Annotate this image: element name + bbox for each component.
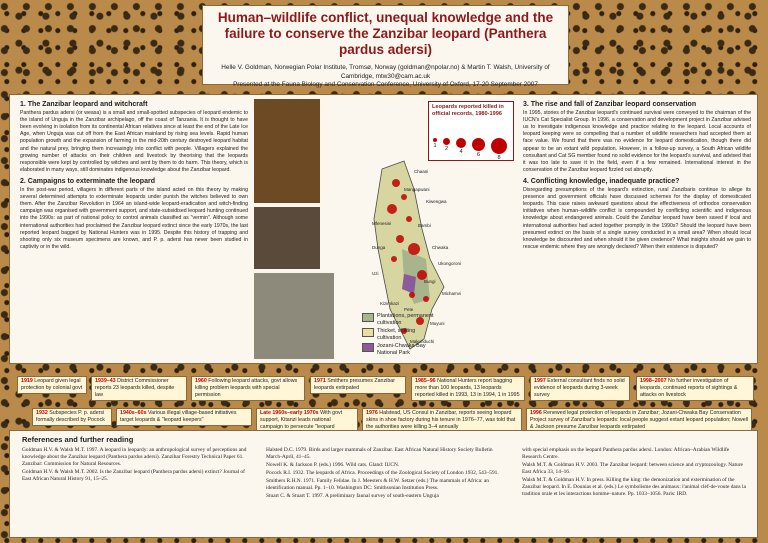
size-label: 8: [497, 155, 501, 161]
title-box: [202, 5, 569, 88]
map-place-label: Mangapwani: [404, 187, 430, 192]
timeline-text: Following leopard attacks, govt allows killing problem leopards with special permission: [195, 378, 298, 398]
map-area: [254, 99, 516, 361]
map-legend-item: [362, 328, 434, 341]
size-circle: [491, 138, 507, 154]
timeline-text: District Commissioner reports 23 leopards killed, despite law: [95, 378, 175, 398]
timeline-text: Subspecies P. p. adersi formally described by Pocock: [36, 410, 105, 423]
references-col-1: [22, 447, 247, 484]
legend-label: Plantations, permanent cultivation: [377, 313, 434, 326]
kill-circle: [408, 243, 420, 255]
legend-label: Thicket, shifting cultivation: [377, 328, 416, 341]
timeline-text: Smithers presumes Zanzibar leopards extirpated: [314, 378, 395, 391]
legend-label: Jozani-Chwaka Bay National Park: [377, 343, 426, 356]
presented-at: Presented at the Fauna Biology and Conservation Conference, University of Oxford, 17-20 September 2007: [233, 81, 538, 88]
kill-circle: [396, 235, 404, 243]
reference-item: Walsh M.T. & Goldman H.V. In press. Killing the king: the demonization and extermination of the Zanzibar leopard. In E. Dounias et al. (eds.) Le symbolisme des animaux: l'animal clef-de-voute dans la tradition orale et les interactions homme–nature. Pp. 1033–1056. Paris: IRD.: [522, 477, 746, 497]
right-column: [523, 101, 751, 255]
section-4-text: Disregarding presumptions of the leopard's extinction, rural Zanzibaris continue to allege its presence and government officials have discussed schemes for the display of domesticated leopards. This case raises awkward questions about the effectiveness of orthodox conservation initiatives when human–wildlife conflict is compounded by conflicting scientific and indigenous knowledge about endangered animals. Could the Zanzibar leopard have been saved if local and international authorities had acted together promptly in the 1990s? Should the leopard have been presumed extinct on the basis of a single survey conducted in a small area? When should local knowledge be discounted and when should it be given credence? What insights should we gain to rescue endemic where they are wrongly declared? When their existence is disputed?: [523, 187, 751, 250]
kill-circle: [387, 204, 397, 214]
timeline-year: 1932: [36, 410, 50, 416]
size-scale-item: [433, 138, 437, 162]
main-panel: [9, 94, 758, 364]
timeline-text: National Hunters report bagging more than 100 leopards, 13 leopards reported killed in 1993, 13 in 1994, 1 in 1995: [415, 378, 520, 398]
section-4-heading: 4. Conflicting knowledge, inadequate practice?: [523, 177, 680, 185]
references-col-2: [266, 447, 506, 501]
kill-circle: [401, 194, 407, 200]
timeline-year: 1971: [314, 378, 328, 384]
timeline-event: [91, 376, 187, 401]
timeline-year: Late 1960s–early 1970s: [260, 410, 321, 416]
reference-item: Goldman H.V. & Walsh M.T. 1997. A leopard in leopardy: an anthropological survey of perceptions and knowledge about the Zanzibar leopard (Panthera pardus adersi). Zanzibar Forestry Technical Paper 61. Zanzibar: Commission for Natural Resources.: [22, 447, 247, 467]
section-2-heading: 2. Campaigns to exterminate the leopard: [20, 177, 155, 185]
timeline-text: Renewed legal protection of leopards in Zanzibar; Jozani-Chwaka Bay Conservation Project survey of Zanzibar's leopards: local people suggest extant leopard population; Nowell & Jackson presume Zanzibar leopards extirpated: [530, 410, 749, 430]
timeline-year: 1939–43: [95, 378, 118, 384]
timeline-text: No further investigation of leopards, continued reports of sightings & attacks on livestock: [640, 378, 738, 398]
map-place-label: Michamvi: [442, 291, 462, 296]
size-scale: [433, 138, 507, 162]
map-place-label: Muyuni: [430, 321, 445, 326]
section-2-text: In the post-war period, villagers in different parts of the island acted on this theory by making several determined attempts to exterminate leopards under punish the witches believed to own them. After the Zanzibar Revolution in 1964 an island-wide leopard-eradication and witch-finding campaign was organised with government support, and state-subsidised leopard hunting continued into the 1990s: as part of national policy to control animals classified as "vermin". Although some international authorities had proclaimed the Zanzibar leopard extinct since the early 1970s, the last reported leopard bagged by National Hunters was in 1995. Despite this history of trapping and shooting only six museum specimens are known, and P. p. adersi has never been studied in captivity or in the wild.: [20, 187, 248, 250]
map-legend-item: [362, 343, 434, 356]
section-3-heading: 3. The rise and fall of Zanzibar leopard conservation: [523, 101, 697, 108]
kill-legend: [428, 101, 514, 161]
timeline-event: [191, 376, 305, 401]
timeline-text: External consultant finds no solid evidence of leopards during 3-week survey: [534, 378, 625, 398]
timeline-event: [411, 376, 525, 401]
kill-circle: [409, 292, 415, 298]
timeline-year: 1940s–60s: [120, 410, 148, 416]
map-place-label: Bungi: [424, 279, 436, 284]
reference-item: Halsted D.C. 1979. Birds and larger mammals of Zanzibar. East African Natural History Society Bulletin March-April, 41–45.: [266, 447, 493, 460]
map-place-label: Kizimkazi: [380, 301, 400, 306]
section-1-text: Panthera pardus adersi (or weasa) is a small and small-spotted subspecies of leopard endemic to the island of Unguja in the Zanzibar archipelago, off the coast of Tanzania. It is thought to have been evolving in isolation from its continental African relatives since at least the end of the Late Ice Age, when Unguja was cut off from the East African mainland by rising sea levels. Rapid human population growth and the expansion of farming in the mid-20th century destroyed leopard habitat and the natural prey, bringing them increasingly into conflict with people. Villagers explained the growing number of attacks on their children and livestock by theorising that the leopards responsible were kept by controlled by witches and sent by them to do harm. This theory, which is elaborated in many ways, still dominates indigenous knowledge about the Zanzibar leopard.: [20, 110, 248, 173]
section-1-heading: 1. The Zanzibar leopard and witchcraft: [20, 101, 148, 108]
size-scale-item: [491, 138, 507, 162]
map-place-label: Kiwengwa: [426, 199, 447, 204]
timeline-year: 1976: [366, 410, 380, 416]
size-circle: [433, 138, 437, 142]
timeline-text: Various illegal village-based initiatives target leopards & "leopard keepers": [120, 410, 237, 423]
legend-swatch: [362, 328, 374, 337]
reference-item: Nowell K. & Jackson P. (eds.) 1996. Wild cats. Gland: IUCN.: [266, 462, 400, 468]
timeline-year: 1996: [530, 410, 544, 416]
timeline-event: [310, 376, 406, 394]
timeline-year: 1997: [534, 378, 548, 384]
poster-title: Human–wildlife conflict, unequal knowledge and the failure to conserve the Zanzibar leopard (Panthera pardus adersi): [217, 10, 554, 57]
section-3-text: In 1995, stories of the Zanzibar leopard's continued survival were conveyed to the chairman of the IUCN's Cat Specialist Group. In 1996, a conservation and development project in Zanzibar advised us to investigate indigenous knowledge and practice relating to the leopard. Local accounts of leopard keeping were so compelling that a number of wildlife researchers had accepted them at face value. We found that there was no evidence for leopard domestication, though there did appear to be an extant wild population. However, in a follow-up survey, a South African wildlife consultant and Cat SG member found no solid evidence for the leopard's survival, and advised that it was too late to save it in the field, even if a few remained. International interest in the conservation of the Zanzibar leopard fizzled out abruptly.: [523, 110, 751, 173]
map-place-label: Bambi: [418, 223, 431, 228]
timeline-event: [530, 376, 630, 401]
map-place-label: Chaani: [414, 169, 429, 174]
legend-swatch: [362, 343, 374, 352]
map-place-label: Dunga: [372, 245, 386, 250]
timeline-event: [116, 408, 252, 426]
size-circle: [443, 138, 450, 145]
kill-circle: [392, 179, 400, 187]
size-circle: [456, 138, 466, 148]
timeline-text: Halstead, US Consul in Zanzibar, reports seeing leopard skins in shoe factory during his tenure in 1976–77, was told that the authorities were killing 3–4 annually: [366, 410, 516, 430]
size-label: 1: [433, 143, 437, 149]
timeline-year: 1919: [21, 378, 35, 384]
kill-circle: [406, 216, 412, 222]
kill-legend-title: Leopards reported killed in official records, 1980-1996: [432, 104, 504, 117]
map-place-label: Makunduchi: [410, 339, 435, 344]
map-place-label: Chwaka: [432, 245, 449, 250]
reference-item: Smithers R.H.N. 1971. Family Felidae. In J. Meesters & H.W. Setzer (eds.) The mammals of Africa: an identification manual. Pp. 1–10. Washington DC: Smithsonian Institution Press.: [266, 478, 489, 491]
references-heading: References and further reading: [22, 435, 134, 444]
timeline-text: With govt support, Kitanzi leads national campaign to persecute "leopard: [260, 410, 343, 430]
map-place-label: Pete: [404, 307, 414, 312]
timeline-year: 1998–2007: [640, 378, 668, 384]
map-legend-item: [362, 313, 434, 326]
size-circle: [472, 138, 485, 151]
timeline-event: [17, 376, 87, 394]
references-col-3: [522, 447, 750, 499]
authors: Helle V. Goldman, Norwegian Polar Institute, Tromsø, Norway (goldman@npolar.no) & Martin T. Walsh, University of Cambridge, mtw30@cam.ac.uk: [221, 64, 550, 80]
references-panel: [9, 430, 758, 538]
timeline-year: 1985–96: [415, 378, 438, 384]
size-scale-item: [472, 138, 485, 162]
reference-item: Goldman H.V. & Walsh M.T. 2002. Is the Zanzibar leopard (Panthera pardus adersi) extinct? Journal of East African Natural History 91, 15–25.: [22, 469, 245, 482]
timeline-event: [32, 408, 112, 426]
timeline-text: Leopard given legal protection by colonial govt: [21, 378, 83, 391]
left-column: [20, 101, 248, 255]
map-place-label: Ukongoroni: [438, 261, 462, 266]
size-scale-item: [456, 138, 466, 162]
legend-swatch: [362, 313, 374, 322]
size-label: 4: [459, 149, 463, 155]
size-label: 6: [476, 152, 481, 158]
timeline-event: [636, 376, 754, 401]
map-place-label: Mfenesini: [372, 221, 392, 226]
map-place-label: Uzi: [372, 271, 379, 276]
reference-item: Stuart C. & Stuart T. 1997. A preliminary faunal survey of south-eastern Unguja: [266, 493, 439, 499]
size-scale-item: [443, 138, 450, 162]
timeline-year: 1960: [195, 378, 209, 384]
reference-item: Pocock R.I. 1932. The leopards of Africa. Proceedings of the Zoological Society of London 1932, 543–591.: [266, 470, 499, 476]
reference-item: Walsh M.T. & Goldman H.V. 2003. The Zanzibar leopard: between science and cryptozoology. Nature East Africa 33, 14–16.: [522, 462, 743, 475]
reference-item: with special emphasis on the leopard Panthera pardus adersi. London: African–Arabian Wildlife Research Centre.: [522, 447, 730, 460]
size-label: 2: [444, 146, 449, 152]
map-legend: [362, 313, 434, 358]
kill-circle: [423, 296, 429, 302]
kill-circle: [391, 256, 397, 262]
